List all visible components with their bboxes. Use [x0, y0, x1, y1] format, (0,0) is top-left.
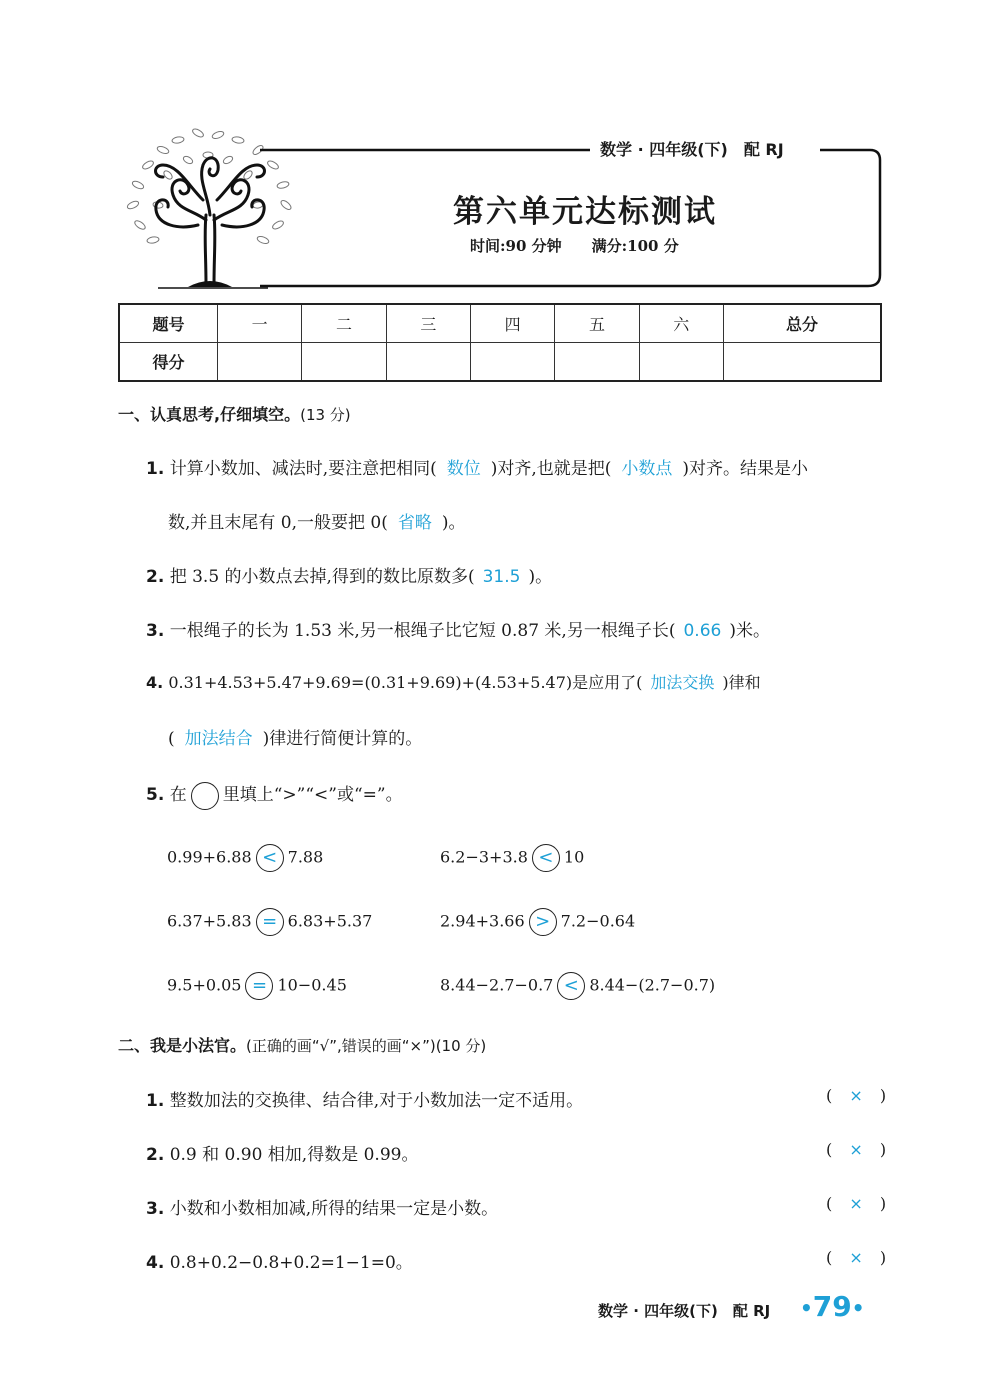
compare-item — [167, 908, 372, 936]
score-cell: 四 — [470, 304, 554, 343]
dot-icon: • — [800, 1296, 813, 1320]
judge-answer-box[interactable]: ( × ) — [826, 1140, 887, 1159]
compare-left: 8.44−2.7−0.7 — [440, 975, 554, 995]
question-text: 0.31+4.53+5.47+9.69=(0.31+9.69)+(4.53+5.47)是应用了( — [168, 673, 643, 692]
question-5 — [146, 780, 403, 810]
time-info: 时间:90 分钟 满分:100 分 — [470, 237, 679, 255]
score-cell: 五 — [555, 304, 639, 343]
question-number: 1. — [146, 459, 165, 479]
score-input[interactable] — [386, 343, 470, 382]
question-text: )对齐,也就是把( — [490, 459, 612, 479]
page-number — [800, 1290, 865, 1323]
question-number: 3. — [146, 1199, 165, 1219]
answer: 数位 — [446, 459, 481, 479]
score-cell-label: 题号 — [119, 304, 218, 343]
compare-item — [440, 972, 715, 1000]
question-text: )。 — [441, 513, 466, 533]
question-text: 计算小数加、减法时,要注意把相同( — [169, 459, 437, 479]
answer: 31.5 — [482, 567, 521, 587]
compare-answer[interactable]: < — [256, 844, 284, 872]
question-text: 小数和小数相加减,所得的结果一定是小数。 — [169, 1199, 499, 1219]
question-text: )律进行简便计算的。 — [262, 729, 423, 749]
section1-heading: 一、认真思考,仔细填空。 — [118, 405, 301, 424]
answer: × — [849, 1248, 863, 1267]
judge-answer-box[interactable]: ( × ) — [826, 1086, 887, 1105]
question-text: 把 3.5 的小数点去掉,得到的数比原数多( — [169, 567, 475, 587]
score-input[interactable] — [218, 343, 302, 382]
footer-subject: 数学 · 四年级(下) 配 RJ — [598, 1302, 771, 1320]
answer: × — [849, 1140, 863, 1159]
compare-answer[interactable]: = — [245, 972, 273, 1000]
compare-answer[interactable]: < — [557, 972, 585, 1000]
question-number: 2. — [146, 567, 165, 587]
compare-answer[interactable]: = — [256, 908, 284, 936]
score-value-row — [119, 343, 881, 382]
question-text: 一根绳子的长为 1.53 米,另一根绳子比它短 0.87 米,另一根绳子长( — [169, 621, 676, 641]
compare-item — [167, 844, 323, 872]
question-number: 4. — [146, 1253, 165, 1273]
judge-question — [146, 1248, 413, 1273]
section2-heading: 二、我是小法官。 — [118, 1036, 247, 1055]
compare-answer[interactable]: > — [529, 908, 557, 936]
score-cell-label: 得分 — [119, 343, 218, 382]
score-input[interactable] — [639, 343, 723, 382]
section1-title — [118, 402, 351, 425]
compare-right: 7.88 — [287, 847, 324, 867]
answer: × — [849, 1194, 863, 1213]
judge-answer-box[interactable]: ( × ) — [826, 1194, 887, 1213]
compare-left: 0.99+6.88 — [167, 847, 252, 867]
question-number: 4. — [146, 673, 164, 692]
question-text: 整数加法的交换律、结合律,对于小数加法一定不适用。 — [169, 1091, 584, 1111]
compare-right: 10−0.45 — [277, 975, 347, 995]
score-cell-total: 总分 — [723, 304, 881, 343]
blank-circle-icon — [191, 782, 219, 810]
score-cell: 二 — [302, 304, 386, 343]
answer: 0.66 — [683, 621, 722, 641]
score-cell: 一 — [218, 304, 302, 343]
page-title: 第六单元达标测试 — [453, 194, 717, 230]
score-cell: 六 — [639, 304, 723, 343]
score-header-row — [119, 304, 881, 343]
question-text: )律和 — [722, 673, 761, 692]
section2-title — [118, 1033, 486, 1056]
question-text: 0.8+0.2−0.8+0.2=1−1=0。 — [169, 1253, 413, 1273]
question-4-cont — [168, 724, 422, 749]
question-text: ( — [168, 729, 175, 749]
question-1 — [146, 454, 808, 479]
dot-icon: • — [851, 1296, 865, 1320]
judge-question — [146, 1086, 583, 1111]
question-3 — [146, 616, 770, 641]
compare-left: 2.94+3.66 — [440, 911, 525, 931]
score-table — [118, 303, 882, 382]
score-input[interactable] — [302, 343, 386, 382]
compare-right: 7.2−0.64 — [560, 911, 636, 931]
question-1-cont — [168, 508, 466, 533]
compare-item — [167, 972, 347, 1000]
question-text: 数,并且末尾有 0,一般要把 0( — [168, 513, 388, 533]
question-text: )米。 — [729, 621, 770, 641]
compare-right: 10 — [563, 847, 585, 867]
answer: 小数点 — [621, 459, 673, 479]
question-text: 里填上“>”“<”或“=”。 — [222, 785, 403, 805]
compare-right: 6.83+5.37 — [287, 911, 373, 931]
compare-answer[interactable]: < — [532, 844, 560, 872]
question-number: 5. — [146, 785, 165, 805]
question-number: 2. — [146, 1145, 165, 1165]
question-text: )对齐。结果是小 — [682, 459, 809, 479]
compare-item — [440, 908, 635, 936]
page-number-value: 79 — [812, 1290, 852, 1323]
score-input[interactable] — [555, 343, 639, 382]
judge-question — [146, 1194, 498, 1219]
question-text: 在 — [169, 785, 187, 805]
question-number: 3. — [146, 621, 165, 641]
answer: 加法交换 — [650, 673, 715, 692]
question-2 — [146, 562, 552, 587]
compare-left: 9.5+0.05 — [167, 975, 242, 995]
score-input[interactable] — [723, 343, 881, 382]
answer: 省略 — [397, 513, 432, 533]
compare-right: 8.44−(2.7−0.7) — [589, 975, 716, 995]
answer: 加法结合 — [184, 729, 253, 749]
section2-sub: (正确的画“√”,错误的画“×”)(10 分) — [246, 1037, 487, 1055]
question-4 — [146, 670, 761, 693]
section1-points: (13 分) — [300, 406, 351, 424]
compare-item — [440, 844, 584, 872]
question-number: 1. — [146, 1091, 165, 1111]
answer: × — [849, 1086, 863, 1105]
compare-left: 6.37+5.83 — [167, 911, 252, 931]
score-input[interactable] — [470, 343, 554, 382]
judge-question — [146, 1140, 418, 1165]
judge-answer-box[interactable]: ( × ) — [826, 1248, 887, 1267]
compare-left: 6.2−3+3.8 — [440, 847, 528, 867]
score-cell: 三 — [386, 304, 470, 343]
question-text: 0.9 和 0.90 相加,得数是 0.99。 — [169, 1145, 419, 1165]
question-text: )。 — [528, 567, 553, 587]
header-subject: 数学 · 四年级(下) 配 RJ — [600, 140, 784, 159]
